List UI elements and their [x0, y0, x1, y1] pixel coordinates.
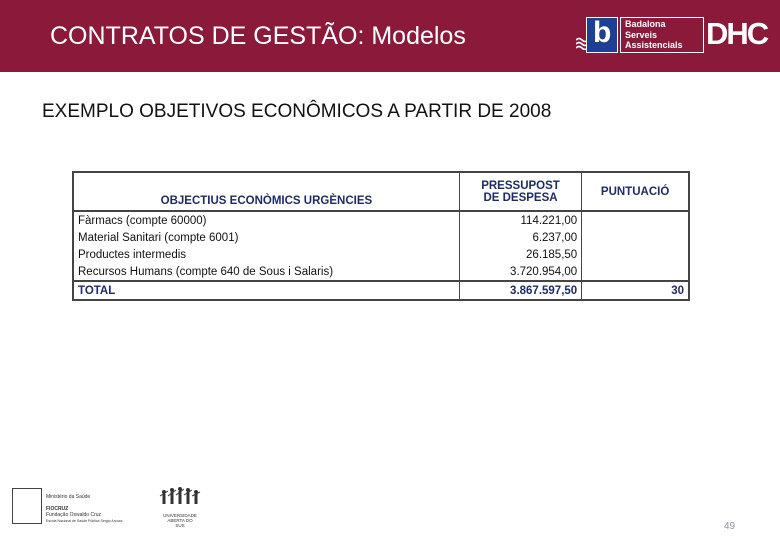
row-score: [582, 211, 689, 229]
total-label: TOTAL: [73, 281, 459, 300]
page-title: CONTRATOS DE GESTÃO: Modelos: [50, 22, 466, 50]
row-score: [582, 229, 689, 246]
bsa-line: Badalona: [625, 19, 666, 29]
ministry-emblem: [12, 488, 42, 524]
total-row: [73, 281, 689, 300]
row-label: Material Sanitari (compte 6001): [73, 229, 459, 246]
ministry-line: Ministério da Saúde: [46, 494, 91, 500]
header-budget: [459, 172, 581, 211]
table-row: [73, 263, 689, 281]
header-budget-line1: PRESSUPOST: [481, 179, 560, 192]
objectives-table: [72, 171, 690, 301]
row-budget: 114.221,00: [459, 211, 581, 229]
row-budget: 6.237,00: [459, 229, 581, 246]
ministry-line: FIOCRUZ: [46, 506, 69, 512]
ministry-line: Escola Nacional de Saúde Pública Sergio Arouca: [46, 519, 123, 523]
crowd-icon: [150, 486, 210, 512]
badalona-b-logo: [586, 17, 618, 53]
bsa-line: Assistencials: [625, 40, 683, 50]
row-score: [582, 263, 689, 281]
header-bar: [0, 0, 780, 72]
bsa-line: Serveis: [625, 29, 658, 40]
crowd-label-line: ABERTA DO: [167, 518, 193, 523]
table-row: [73, 211, 689, 229]
table-row: [73, 246, 689, 263]
crowd-label-line: SUS: [175, 523, 185, 528]
header-budget-line2: DE DESPESA: [483, 191, 558, 204]
row-budget: 3.720.954,00: [459, 263, 581, 281]
page-number: 49: [724, 521, 736, 532]
crowd-logo: [150, 486, 210, 530]
dhc-logo: DHC: [706, 16, 768, 51]
badalona-serveis-logo: [620, 17, 704, 53]
row-score: [582, 246, 689, 263]
table-row: [73, 229, 689, 246]
b-logo-letter: b: [593, 16, 612, 49]
total-score: 30: [671, 284, 684, 297]
ministry-fiocruz-logo: [12, 486, 142, 530]
row-label: Fàrmacs (compte 60000): [73, 211, 459, 229]
row-budget: 26.185,50: [459, 246, 581, 263]
header-score: PUNTUACIÓ: [600, 185, 670, 198]
table-header-row: [73, 172, 689, 211]
row-label: Productes intermedis: [73, 246, 459, 263]
crowd-label-line: UNIVERSIDADE: [163, 513, 197, 518]
header-objective: OBJECTIUS ECONÒMICS URGÈNCIES: [73, 172, 459, 211]
section-subtitle: EXEMPLO OBJETIVOS ECONÔMICOS A PARTIR DE 2008: [42, 101, 552, 122]
row-label: Recursos Humans (compte 640 de Sous i Salaris): [73, 263, 459, 281]
total-budget: 3.867.597,50: [459, 281, 581, 300]
ministry-line: Fundação Oswaldo Cruz: [46, 512, 102, 518]
